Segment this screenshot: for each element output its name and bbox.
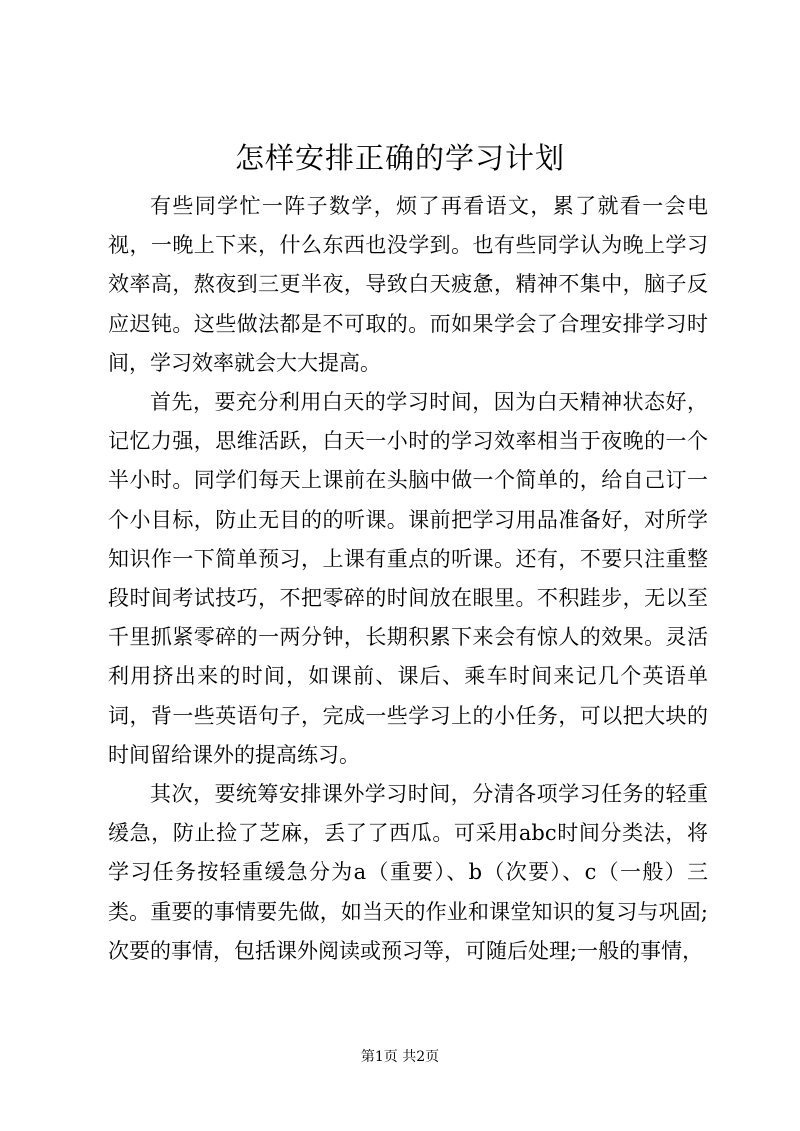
page-title: 怎样安排正确的学习计划 [234,141,565,175]
page-footer: 第1页 共2页 [360,1049,440,1065]
paragraph-3: 其次，要统筹安排课外学习时间，分清各项学习任务的轻重缓急，防止捡了芝麻，丢了了西瓜。可采用abc时间分类法，将学习任务按轻重缓急分为a（重要）、b（次要）、c（一般）三类。重要的事情要先做，如当天的作业和课堂知识的复习与巩固;次要的事情，包括课外阅读或预习等，可随后处理;一般的事情， [108,782,708,963]
document-body [108,187,708,971]
paragraph-2: 首先，要充分利用白天的学习时间，因为白天精神状态好，记忆力强，思维活跃，白天一小时的学习效率相当于夜晚的一个半小时。同学们每天上课前在头脑中做一个简单的，给自己订一个小目标，防止无目的的听课。课前把学习用品准备好，对所学知识作一下简单预习，上课有重点的听课。还有，不要只注重整段时间考试技巧，不把零碎的时间放在眼里。不积跬步，无以至千里抓紧零碎的一两分钟，长期积累下来会有惊人的效果。灵活利用挤出来的时间，如课前、课后、乘车时间来记几个英语单词，背一些英语句子，完成一些学习上的小任务，可以把大块的时间留给课外的提高练习。 [108,390,708,767]
paragraph-1: 有些同学忙一阵子数学，烦了再看语文，累了就看一会电视，一晚上下来，什么东西也没学到。也有些同学认为晚上学习效率高，熬夜到三更半夜，导致白天疲惫，精神不集中，脑子反应迟钝。这些做法都是不可取的。而如果学会了合理安排学习时间，学习效率就会大大提高。 [108,194,708,375]
